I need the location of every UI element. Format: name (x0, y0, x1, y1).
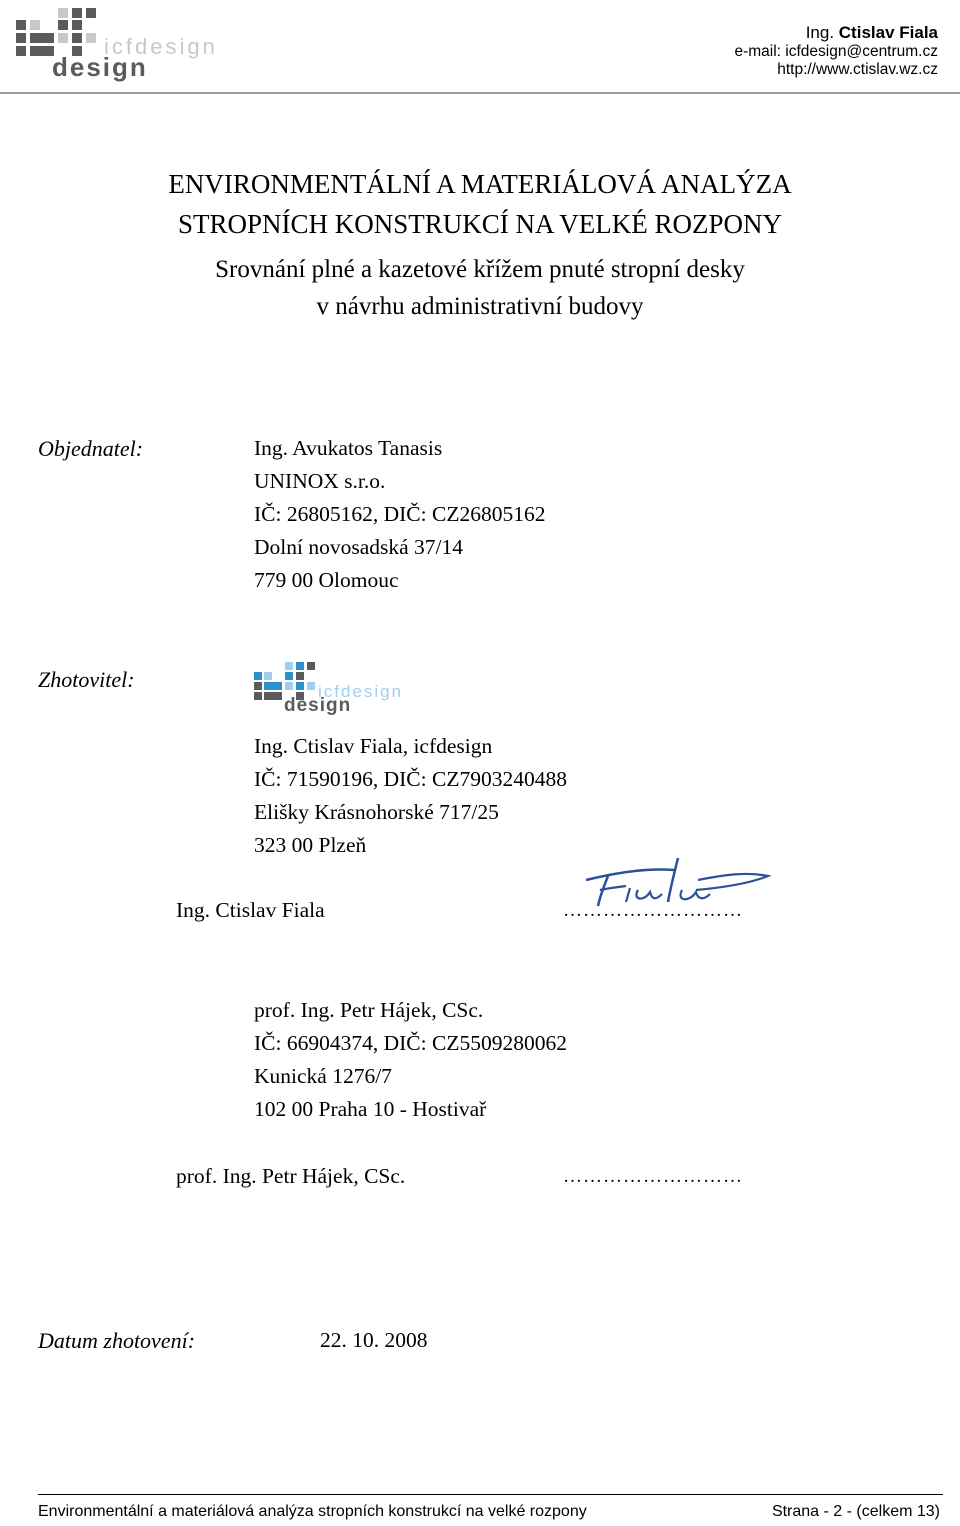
contact-web[interactable]: http://www.ctislav.wz.cz (777, 61, 938, 78)
contractor-logo-wordmark: icfdesign (318, 682, 404, 701)
signature-dots: ……………………… (563, 900, 743, 921)
contractor2-line: IČ: 66904374, DIČ: CZ5509280062 (254, 1031, 567, 1055)
contractor-line: Elišky Krásnohorské 717/25 (254, 800, 499, 824)
contact-name: Ctislav Fiala (838, 23, 938, 42)
contractor2-line: 102 00 Praha 10 - Hostivař (254, 1097, 487, 1121)
logo-subword: design (52, 52, 148, 82)
client-label: Objednatel: (38, 436, 144, 461)
client-line: UNINOX s.r.o. (254, 469, 386, 493)
contractor2-line: Kunická 1276/7 (254, 1064, 392, 1088)
date-label: Datum zhotovení: (38, 1328, 196, 1353)
client-line: IČ: 26805162, DIČ: CZ26805162 (254, 502, 546, 526)
client-line: Dolní novosadská 37/14 (254, 535, 464, 559)
title-line-2: STROPNÍCH KONSTRUKCÍ NA VELKÉ ROZPONY (177, 209, 783, 239)
client-line: 779 00 Olomouc (254, 568, 399, 592)
contractor-label: Zhotovitel: (38, 667, 135, 692)
contractor-line: IČ: 71590196, DIČ: CZ7903240488 (254, 767, 567, 791)
date-value: 22. 10. 2008 (320, 1328, 428, 1352)
footer-title: Environmentální a materiálová analýza stropních konstrukcí na velké rozpony (38, 1503, 587, 1520)
contractor2-signer: prof. Ing. Petr Hájek, CSc. (176, 1164, 406, 1188)
subtitle-line-2: v návrhu administrativní budovy (316, 293, 644, 320)
contractor-line: 323 00 Plzeň (254, 833, 367, 857)
contractor2-line: prof. Ing. Petr Hájek, CSc. (254, 998, 484, 1022)
logo-wordmark: icfdesign (104, 34, 218, 59)
footer-page-number: Strana - 2 - (celkem 13) (771, 1503, 940, 1520)
client-line: Ing. Avukatos Tanasis (254, 436, 443, 460)
contractor-signer: Ing. Ctislav Fiala (176, 898, 325, 922)
footer-divider (38, 1494, 943, 1495)
contact-email[interactable]: e-mail: icfdesign@centrum.cz (734, 42, 938, 60)
subtitle-line-1: Srovnání plné a kazetové křížem pnuté stropní desky (215, 256, 745, 283)
contractor-line: Ing. Ctislav Fiala, icfdesign (254, 734, 493, 758)
signature2-dots: ……………………… (563, 1166, 743, 1187)
header-divider (0, 92, 960, 94)
header-contact (734, 24, 938, 80)
contractor-logo-subword: design (284, 695, 352, 716)
contact-prefix: Ing. (805, 23, 839, 42)
contact-name-line (734, 24, 938, 43)
title-line-1: ENVIRONMENTÁLNÍ A MATERIÁLOVÁ ANALÝZA (168, 169, 792, 199)
